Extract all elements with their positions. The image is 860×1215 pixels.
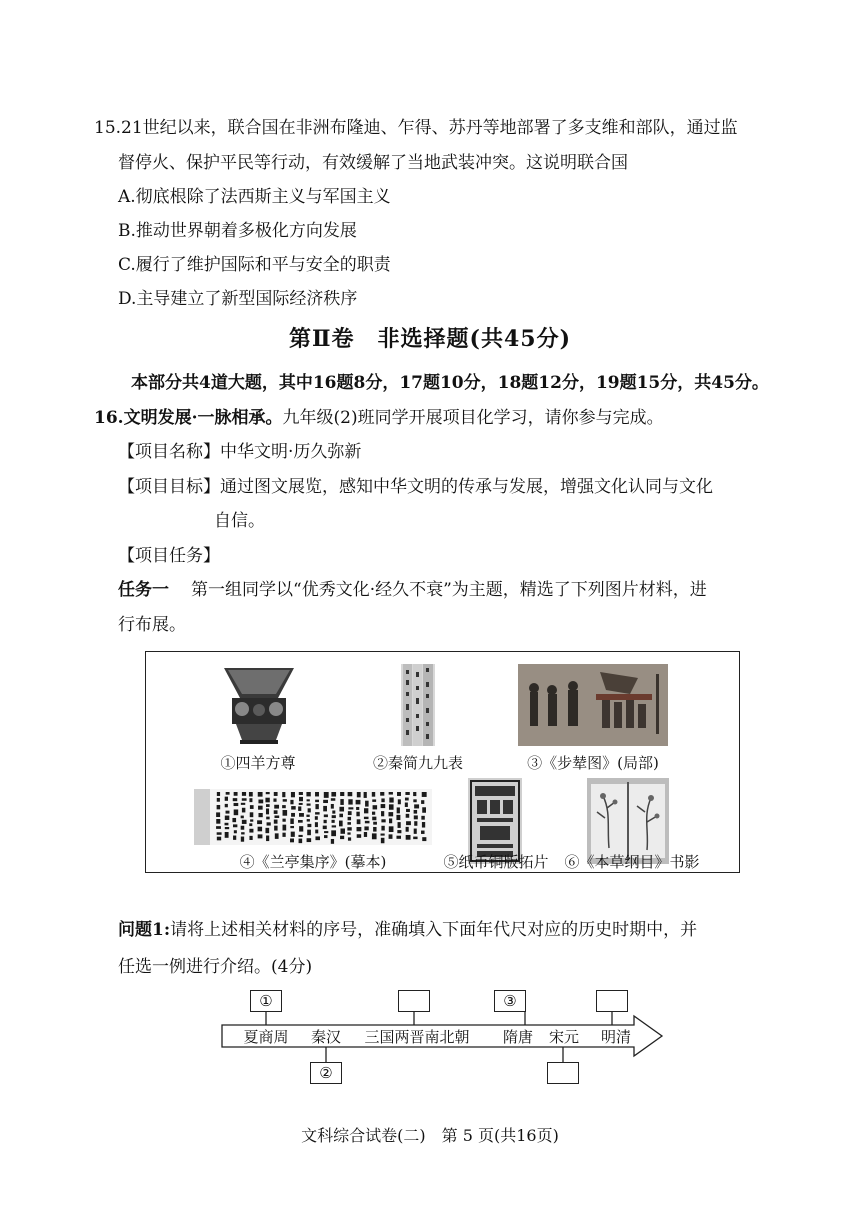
answer-box-three-kingdoms[interactable]	[398, 990, 430, 1012]
page-footer: 文科综合试卷(二) 第 5 页(共16页)	[301, 1126, 559, 1145]
answer-box-ming-qing[interactable]	[596, 990, 628, 1012]
q15-option-d: D.主导建立了新型国际经济秩序	[118, 289, 358, 309]
task1-line2: 行布展。	[118, 615, 186, 635]
question1-line1	[118, 918, 697, 942]
period-three-kingdoms: 三国两晋南北朝	[364, 1028, 470, 1046]
image-caption-6: ⑥《本草纲目》书影	[564, 853, 700, 871]
image-caption-2: ②秦简九九表	[372, 754, 463, 772]
answer-box-sui-tang[interactable]: ③	[494, 990, 526, 1012]
period-song-yuan: 宋元	[548, 1028, 579, 1046]
project-goal-line1: 【项目目标】通过图文展览，感知中华文明的传承与发展，增强文化认同与文化	[118, 477, 713, 497]
qin-bamboo-slips-image	[401, 664, 435, 746]
answer-box-qin-han[interactable]: ②	[310, 1062, 342, 1084]
q15-stem-line1: 15.21世纪以来，联合国在非洲布隆迪、乍得、苏丹等地部署了多支维和部队，通过监	[94, 118, 738, 138]
lanting-preface-image	[194, 789, 432, 845]
answer-box-xia-shang-zhou[interactable]: ①	[250, 990, 282, 1012]
question1-line2: 任选一例进行介绍。(4分)	[118, 957, 313, 977]
image-caption-4: ④《兰亭集序》(摹本)	[239, 853, 387, 871]
q16-heading: 16.文明发展·一脉相承。	[94, 408, 283, 428]
period-qin-han: 秦汉	[310, 1028, 341, 1046]
section-title: 第Ⅱ卷 非选择题(共45分)	[289, 326, 571, 352]
q15-option-b: B.推动世界朝着多极化方向发展	[118, 221, 357, 241]
section-note: 本部分共4道大题，其中16题8分，17题10分，18题12分，19题15分，共45分。	[131, 373, 769, 393]
image-caption-1: ①四羊方尊	[220, 754, 296, 772]
period-sui-tang: 隋唐	[502, 1028, 533, 1046]
answer-box-song-yuan[interactable]	[547, 1062, 579, 1084]
timeline-ruler	[210, 988, 670, 1088]
project-name: 【项目名称】中华文明·历久弥新	[118, 442, 362, 462]
image-caption-3: ③《步辇图》(局部)	[527, 754, 659, 772]
q16-heading-line	[94, 406, 664, 430]
task1-label: 任务一	[118, 580, 169, 600]
task1-line1	[118, 578, 707, 602]
figure-box	[145, 651, 740, 873]
q15-stem-line2: 督停火、保护平民等行动，有效缓解了当地武装冲突。这说明联合国	[118, 153, 628, 173]
q15-option-c: C.履行了维护国际和平与安全的职责	[118, 255, 391, 275]
image-caption-5: ⑤纸币铜版拓片	[443, 853, 549, 871]
period-xia-shang-zhou: 夏商周	[243, 1028, 289, 1046]
q15-option-a: A.彻底根除了法西斯主义与军国主义	[118, 187, 391, 207]
bunian-tu-painting-image	[518, 664, 668, 746]
question1-label: 问题1:	[118, 920, 171, 940]
task1-text: 第一组同学以“优秀文化·经久不衰”为主题，精选了下列图片材料，进	[191, 580, 707, 600]
project-task: 【项目任务】	[118, 546, 220, 566]
question1-text: 请将上述相关材料的序号，准确填入下面年代尺对应的历史时期中，并	[170, 920, 698, 940]
four-goat-square-zun-image	[218, 664, 300, 746]
q16-intro: 九年级(2)班同学开展项目化学习，请你参与完成。	[282, 408, 664, 428]
period-ming-qing: 明清	[600, 1028, 631, 1046]
project-goal-line2: 自信。	[214, 511, 265, 531]
